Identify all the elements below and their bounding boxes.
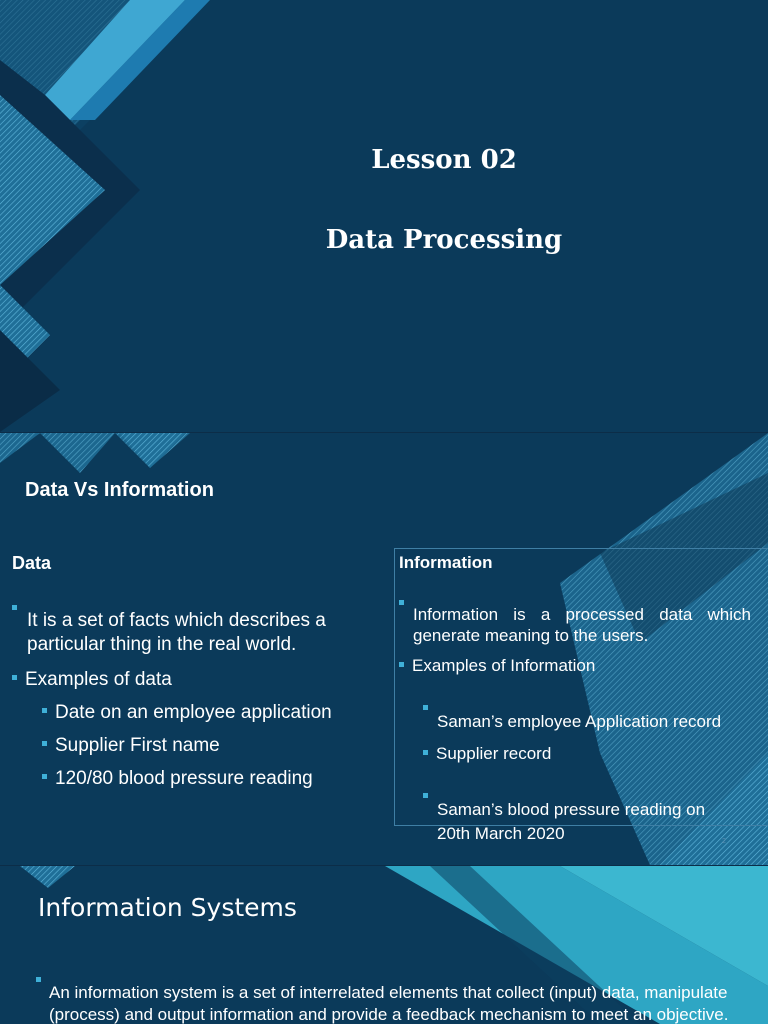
information-examples-label-text: Examples of Information [412,656,596,675]
bullet-icon [12,675,17,680]
page-number: 2 [722,838,726,845]
information-definition [399,583,751,646]
bullet-icon [423,750,428,755]
information-example-1 [423,686,723,734]
bullet-icon [399,662,404,667]
data-examples-label [12,668,172,692]
bullet-icon [423,705,428,710]
information-definition-text: Information is a processed data which generate meaning to the users. [413,605,751,645]
information-example-3 [423,774,723,846]
information-example-2 [423,742,551,766]
data-vs-information-slide [0,433,768,865]
bullet-icon [42,741,47,746]
data-example-text: Date on an employee application [55,702,332,723]
data-example-3 [42,767,313,791]
bullet-icon [399,600,404,605]
information-systems-slide [0,866,768,1024]
information-systems-bullet [36,960,736,1024]
information-example-text: Saman’s employee Application record [437,712,722,731]
information-example-text: Supplier record [436,744,552,763]
data-example-2 [42,734,220,758]
data-example-text: 120/80 blood pressure reading [55,768,313,789]
slide-title: Data Processing [325,225,563,255]
slide-heading: Data Vs Information [25,479,214,501]
bullet-icon [42,774,47,779]
lesson-number: Lesson 02 [371,145,517,175]
data-definition [12,585,367,657]
data-example-text: Supplier First name [55,735,220,756]
information-systems-text: An information system is a set of interrelated elements that collect (input) data, manipulate (process) and output information and provide a feedback mechanism to meet an objective. [49,983,729,1024]
slide1-decoration [0,0,768,432]
data-examples-label-text: Examples of data [25,669,172,690]
information-examples-label [399,654,595,678]
bullet-icon [12,605,17,610]
data-definition-text: It is a set of facts which describes a particular thing in the real world. [27,610,326,655]
slide-heading: Information Systems [38,893,297,922]
information-column-title: Information [399,553,493,572]
bullet-icon [36,977,41,982]
bullet-icon [42,708,47,713]
information-example-text: Saman’s blood pressure reading on 20th March 2020 [437,800,706,843]
data-column-title: Data [12,553,52,573]
data-example-1 [42,701,332,725]
bullet-icon [423,793,428,798]
title-slide [0,0,768,432]
